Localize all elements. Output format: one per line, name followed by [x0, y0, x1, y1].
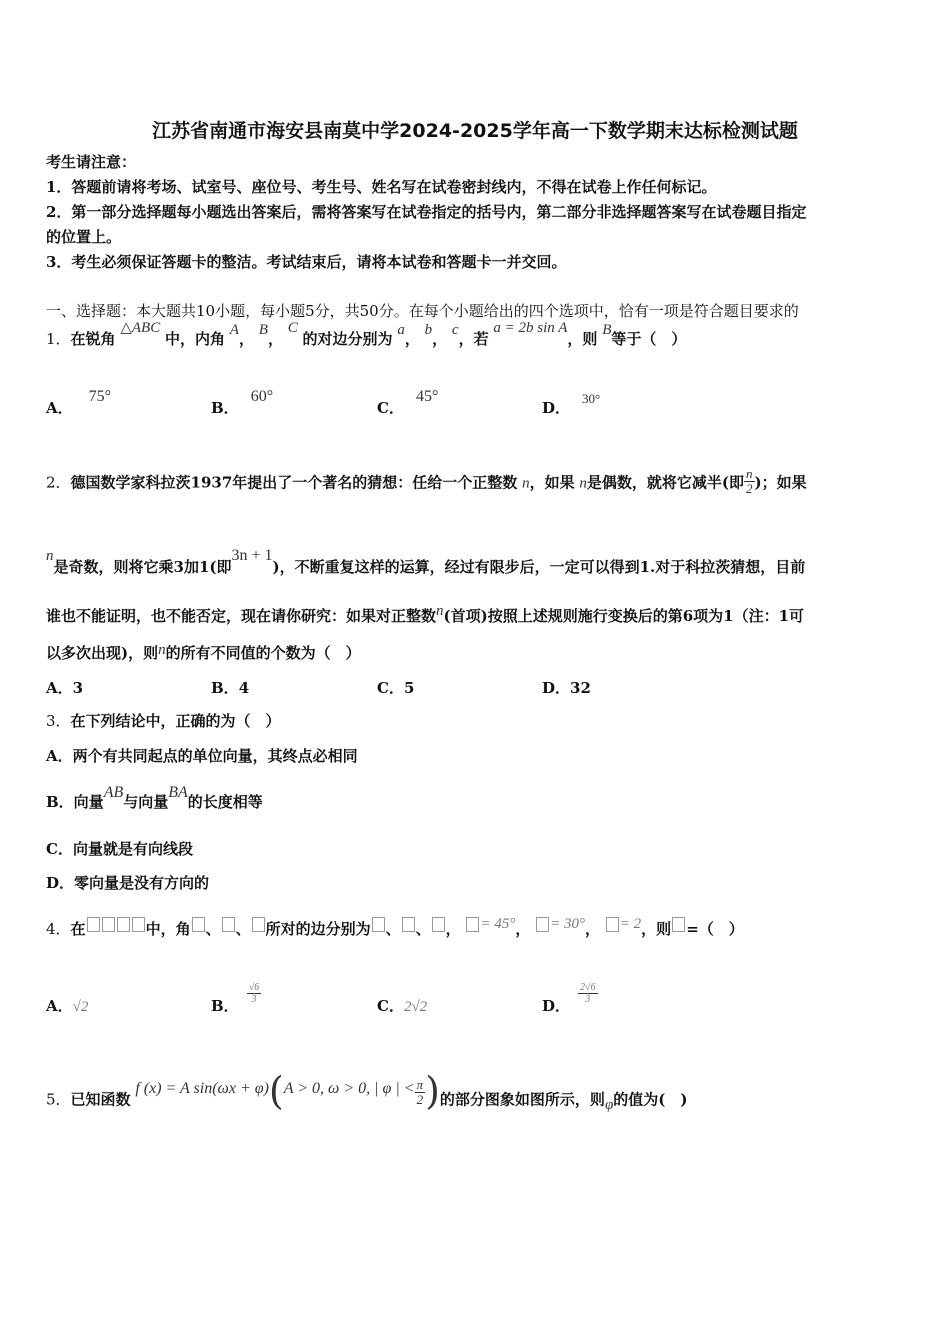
q1-side-c: c: [451, 322, 459, 338]
q4-number: 4．: [46, 920, 71, 938]
q4-option-a[interactable]: A．√2: [46, 997, 89, 1015]
right-paren: ): [425, 1068, 440, 1113]
q4-option-d[interactable]: D． $\frac{2√6}{3}$: [542, 981, 596, 1015]
placeholder-box: [672, 917, 685, 932]
q3-vector-ba: BA: [168, 784, 188, 801]
q2-line-2: [46, 547, 806, 579]
q5-number: 5．: [46, 1090, 71, 1109]
placeholder-box: [372, 917, 385, 932]
q5-condition: A > 0, ω > 0, | φ | <: [283, 1079, 415, 1097]
q1-text-6: 等于（ ）: [611, 330, 687, 348]
q1-angle-c: C: [287, 320, 298, 336]
q2-text-4: )；如果: [754, 473, 807, 492]
placeholder-box: [536, 917, 549, 932]
placeholder-box: [132, 917, 145, 932]
q1-option-b[interactable]: B．60°: [211, 388, 274, 417]
section-heading: 一、选择题：本大题共10小题，每小题5分，共50分。在每个小题给出的四个选项中，恰有一项是符合题目要求的: [46, 302, 799, 320]
q4-text-2: 中，角: [145, 920, 191, 938]
q2-number: 2．: [46, 473, 71, 492]
q1-option-d[interactable]: D．30°: [542, 391, 601, 417]
q2-n: n: [579, 475, 587, 492]
question-4: 4．在 中，角 、 、 所对的边分别为 、 、 ， = 45°， = 30°， = 2，则 =（ ）: [46, 916, 744, 938]
q1-text-3: 的对边分别为: [302, 330, 393, 348]
q2-text-7: 谁也不能证明，也不能否定，现在请你研究：如果对正整数: [46, 607, 437, 625]
placeholder-box: [102, 917, 115, 932]
q1-option-c[interactable]: C．45°: [377, 388, 439, 417]
q4-text: 在: [70, 920, 86, 938]
q1-angle-b-ask: B: [602, 322, 612, 338]
q1-text-2: 中，内角: [165, 330, 226, 348]
q2-line-3: [46, 605, 804, 628]
placeholder-box: [606, 917, 619, 932]
q1-angle-a: A: [229, 322, 239, 338]
notice-line-3: 3．考生必须保证答题卡的整洁。考试结束后，请将本试卷和答题卡一并交回。: [46, 253, 567, 271]
q1-sep: ，: [267, 330, 283, 348]
q3-vector-ab: AB: [103, 784, 124, 801]
q2-n: n: [522, 475, 530, 492]
q1-triangle: △ABC: [120, 320, 161, 336]
q5-text: 已知函数: [70, 1090, 131, 1109]
q2-option-b[interactable]: B．4: [211, 679, 250, 697]
q5-function: f (x) = A sin(ωx + φ): [135, 1079, 269, 1097]
placeholder-box: [192, 917, 205, 932]
question-5: [46, 1068, 688, 1115]
placeholder-box: [466, 917, 479, 932]
q5-text-3: 的值为( ): [613, 1090, 688, 1109]
q1-side-b: b: [424, 322, 433, 338]
left-paren: (: [268, 1068, 284, 1113]
q1-side-a: a: [397, 322, 405, 338]
q5-fraction: $\frac{\pi}{2}$: [416, 1077, 424, 1107]
q3-option-a[interactable]: A．两个有共同起点的单位向量，其终点必相同: [46, 747, 358, 765]
q3-number: 3．: [46, 712, 71, 730]
q2-text-5: 是奇数，则将它乘3加1(即: [53, 558, 232, 576]
placeholder-box: [222, 917, 235, 932]
q1-option-a[interactable]: A．75°: [46, 388, 112, 417]
q2-option-d[interactable]: D．32: [542, 679, 591, 697]
q2-text: 德国数学家科拉茨1937年提出了一个著名的猜想：任给一个正整数: [70, 473, 518, 492]
q2-text-10: 的所有不同值的个数为（ ）: [165, 644, 361, 662]
q2-expression: 3n + 1: [231, 547, 273, 564]
q2-n: n: [158, 642, 166, 658]
q1-text-5: ，则: [567, 330, 598, 348]
q2-text-3: 是偶数，就将它减半(即: [586, 473, 744, 492]
q2-option-a[interactable]: A．3: [46, 679, 84, 697]
page-title: 江苏省南通市海安县南莫中学2024-2025学年高一下数学期末达标检测试题: [152, 120, 798, 142]
placeholder-box: [402, 917, 415, 932]
notice-header: 考生请注意：: [46, 153, 137, 171]
placeholder-box: [117, 917, 130, 932]
q2-n: n: [46, 548, 54, 564]
q4-text-4: ，则: [641, 920, 672, 938]
q1-sep: ，: [432, 330, 448, 348]
q2-option-c[interactable]: C．5: [377, 679, 415, 697]
q2-text-2: ，如果: [529, 473, 575, 492]
q3-option-b[interactable]: B．向量AB与向量BA的长度相等: [46, 784, 263, 811]
q2-text-6: )，不断重复这样的运算，经过有限步后，一定可以得到1.对于科拉茨猜想，目前: [272, 558, 806, 576]
question-2: [46, 466, 807, 498]
q5-phi: φ: [604, 1096, 614, 1113]
q1-condition: a = 2b sin A: [493, 320, 568, 336]
question-1: [46, 320, 687, 351]
notice-line-1: 1．答题前请将考场、试室号、座位号、考生号、姓名写在试卷密封线内，不得在试卷上作任何标记。: [46, 178, 717, 196]
q2-text-9: 以多次出现)，则: [46, 644, 159, 662]
q4-eq-2: = 30°: [550, 916, 585, 932]
notice-line-2: 2．第一部分选择题每小题选出答案后，需将答案写在试卷指定的括号内，第二部分非选择题答案写在试卷题目指定: [46, 203, 807, 221]
q3-option-d[interactable]: D．零向量是没有方向的: [46, 874, 210, 892]
q2-fraction: $\frac{n}{2}$: [746, 466, 753, 496]
question-3: [46, 710, 281, 732]
notice-line-2-cont: 的位置上。: [46, 228, 122, 246]
q1-text-4: ，若: [458, 330, 489, 348]
q4-eq-3: = 2: [619, 916, 642, 932]
q2-line-4: [46, 642, 361, 665]
q4-option-c[interactable]: C．2√2: [377, 997, 428, 1015]
placeholder-box: [432, 917, 445, 932]
q3-option-c[interactable]: C．向量就是有向线段: [46, 840, 193, 858]
q4-option-b[interactable]: B． $\frac{√6}{3}$: [211, 981, 260, 1015]
q4-text-3: 所对的边分别为: [265, 920, 371, 938]
q4-text-5: =（ ）: [686, 920, 744, 938]
q2-text-8: (首项)按照上述规则施行变换后的第6项为1（注：1可: [443, 607, 805, 625]
q1-number: 1．: [46, 330, 71, 348]
q1-sep: ，: [404, 330, 420, 348]
q4-eq-1: = 45°: [480, 916, 516, 932]
q2-n: n: [436, 603, 444, 619]
placeholder-box: [252, 917, 265, 932]
q5-text-2: 的部分图象如图所示，则: [439, 1090, 605, 1109]
q3-stem: 在下列结论中，正确的为（ ）: [70, 712, 281, 730]
placeholder-box: [87, 917, 100, 932]
q1-sep: ，: [238, 330, 254, 348]
q1-angle-b: B: [258, 322, 268, 338]
q1-text: 在锐角: [70, 330, 116, 348]
